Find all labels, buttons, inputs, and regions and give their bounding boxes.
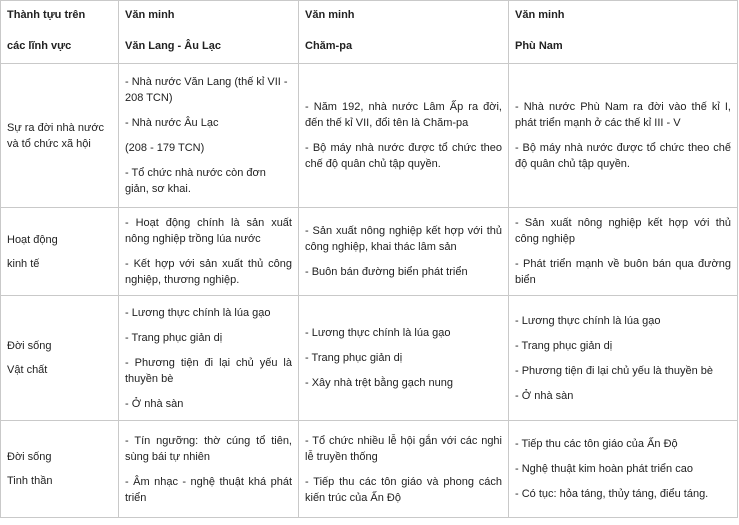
row-label-state bbox=[1, 64, 119, 208]
row-label-spiritual bbox=[1, 421, 119, 518]
cell-line: - Lương thực chính là lúa gạo bbox=[125, 306, 271, 319]
cell-line: - Phương tiện đi lại chủ yếu là thuyền bè bbox=[515, 364, 714, 377]
cell-line: - Bộ máy nhà nước được tổ chức theo chế độ quân chủ tập quyền. bbox=[305, 142, 502, 170]
cell-vanlang-material bbox=[119, 296, 299, 421]
cell-line: - Nhà nước Âu Lạc bbox=[125, 117, 219, 129]
cell-line: - Nghệ thuật kim hoàn phát triển cao bbox=[515, 463, 693, 475]
row-label-text: Đời sống bbox=[7, 340, 52, 352]
table-row bbox=[1, 296, 738, 421]
cell-line: - Phương tiện đi lại chủ yếu là thuyền bè bbox=[125, 356, 292, 385]
header-phunam bbox=[509, 1, 738, 64]
cell-vanlang-spiritual bbox=[119, 421, 299, 518]
table-row bbox=[1, 64, 738, 208]
header-phunam-line2: Phù Nam bbox=[515, 40, 563, 52]
cell-line: - Tiếp thu các tôn giáo của Ấn Độ bbox=[515, 438, 678, 450]
cell-vanlang-state bbox=[119, 64, 299, 208]
cell-champa-spiritual bbox=[299, 421, 509, 518]
cell-line: - Trang phục giản dị bbox=[125, 331, 223, 344]
table-row bbox=[1, 421, 738, 518]
cell-line: - Kết hợp với sản xuất thủ công nghiệp, thương nghiệp. bbox=[125, 258, 292, 286]
cell-line: - Tín ngưỡng: thờ cúng tổ tiên, sùng bái tự nhiên bbox=[125, 434, 292, 463]
header-champa-line1: Văn minh bbox=[305, 9, 355, 21]
cell-champa-economy bbox=[299, 208, 509, 296]
cell-phunam-material bbox=[509, 296, 738, 421]
cell-line: - Bộ máy nhà nước được tổ chức theo chế độ quân chủ tập quyền. bbox=[515, 142, 731, 170]
cell-line: - Sản xuất nông nghiệp kết hợp với thủ công nghiệp bbox=[515, 217, 731, 245]
cell-line: - Ở nhà sàn bbox=[515, 389, 574, 402]
cell-vanlang-economy bbox=[119, 208, 299, 296]
cell-line: - Có tục: hỏa táng, thủy táng, điểu táng. bbox=[515, 488, 709, 500]
header-fields bbox=[1, 1, 119, 64]
cell-line: - Ở nhà sàn bbox=[125, 397, 184, 410]
cell-line: - Sản xuất nông nghiệp kết hợp với thủ công nghiệp, khai thác lâm sản bbox=[305, 225, 502, 253]
cell-line: - Trang phục giản dị bbox=[515, 339, 613, 352]
header-phunam-line1: Văn minh bbox=[515, 9, 565, 21]
cell-line: - Phát triển mạnh về buôn bán qua đường biển bbox=[515, 258, 731, 286]
cell-line: - Buôn bán đường biển phát triển bbox=[305, 266, 468, 278]
header-row bbox=[1, 1, 738, 64]
header-champa bbox=[299, 1, 509, 64]
cell-line: - Xây nhà trệt bằng gạch nung bbox=[305, 377, 453, 389]
header-vanlang-line1: Văn minh bbox=[125, 9, 175, 21]
row-label-text: Tinh thần bbox=[7, 475, 53, 487]
cell-line: - Trang phục giản dị bbox=[305, 352, 403, 364]
cell-phunam-economy bbox=[509, 208, 738, 296]
row-label-text: kinh tế bbox=[7, 257, 40, 270]
row-label-text: Sự ra đời nhà nước và tổ chức xã hội bbox=[7, 121, 105, 150]
header-champa-line2: Chăm-pa bbox=[305, 40, 353, 52]
table-row bbox=[1, 208, 738, 296]
cell-line: - Năm 192, nhà nước Lâm Ấp ra đời, đến thế kỉ VII, đổi tên là Chăm-pa bbox=[305, 101, 502, 129]
cell-line: - Tiếp thu các tôn giáo và phong cách kiến trúc của Ấn Độ bbox=[305, 475, 502, 504]
cell-champa-material bbox=[299, 296, 509, 421]
cell-line: - Nhà nước Văn Lang (thế kỉ VII - 208 TCN) bbox=[125, 76, 288, 104]
header-fields-line1: Thành tựu trên bbox=[7, 9, 86, 21]
cell-phunam-state bbox=[509, 64, 738, 208]
header-vanlang-line2: Văn Lang - Âu Lạc bbox=[125, 40, 221, 52]
cell-phunam-spiritual bbox=[509, 421, 738, 518]
cell-line: (208 - 179 TCN) bbox=[125, 142, 205, 154]
cell-line: - Lương thực chính là lúa gạo bbox=[305, 327, 451, 339]
cell-line: - Nhà nước Phù Nam ra đời vào thế kỉ I, phát triển mạnh ở các thế kỉ III - V bbox=[515, 101, 731, 129]
header-vanlang bbox=[119, 1, 299, 64]
cell-line: - Tổ chức nhiều lễ hội gắn với các nghi lễ truyền thống bbox=[305, 434, 502, 463]
cell-line: - Hoạt động chính là sản xuất nông nghiệp trồng lúa nước bbox=[125, 217, 292, 245]
cell-champa-state bbox=[299, 64, 509, 208]
row-label-text: Hoạt động bbox=[7, 233, 58, 246]
cell-line: - Tổ chức nhà nước còn đơn giản, sơ khai. bbox=[125, 167, 266, 195]
row-label-material bbox=[1, 296, 119, 421]
row-label-economy bbox=[1, 208, 119, 296]
row-label-text: Đời sống bbox=[7, 451, 52, 463]
row-label-text: Vật chất bbox=[7, 364, 48, 376]
header-fields-line2: các lĩnh vực bbox=[7, 40, 72, 52]
cell-line: - Lương thực chính là lúa gạo bbox=[515, 314, 661, 327]
cell-line: - Âm nhạc - nghệ thuật khá phát triển bbox=[125, 475, 292, 504]
